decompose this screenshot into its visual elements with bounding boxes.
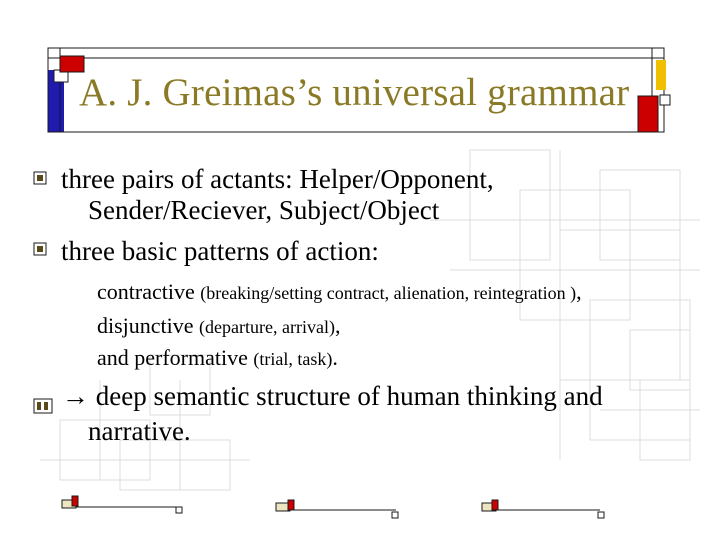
conclusion-line-2: narrative.: [88, 416, 191, 446]
pattern-term: and performative: [97, 345, 248, 370]
pattern-end: ,: [334, 313, 341, 338]
pattern-performative: [97, 345, 338, 371]
arrow-icon: →: [62, 381, 89, 411]
pattern-detail: (trial, task): [253, 349, 333, 369]
bullet-1-line-2: Sender/Reciever, Subject/Object: [88, 195, 440, 225]
bottom-ornament-2: [276, 500, 398, 518]
bullet-square-icon: [33, 242, 47, 256]
bullet-square-icon: [33, 171, 47, 185]
bottom-ornament-1: [62, 496, 182, 513]
bullet-2-line-1: three basic patterns of action:: [61, 236, 379, 266]
pattern-end: .: [332, 345, 338, 370]
pattern-term: disjunctive: [97, 313, 194, 338]
conclusion-text: deep semantic structure of human thinking and: [95, 381, 603, 411]
pattern-detail: (departure, arrival): [199, 317, 335, 337]
pattern-term: contractive: [97, 279, 195, 304]
conclusion-line-1: [62, 381, 603, 412]
pattern-end: ,: [576, 279, 582, 304]
pattern-contractive: [97, 279, 582, 305]
slide-title: A. J. Greimas’s universal grammar: [79, 71, 630, 114]
pattern-disjunctive: [97, 313, 340, 339]
bullet-1-line-1: three pairs of actants: Helper/Opponent,: [61, 164, 494, 194]
pattern-detail: (breaking/setting contract, alienation, reintegration ): [200, 283, 577, 303]
bullet-double-square-icon: [33, 398, 53, 414]
bottom-ornament-3: [482, 500, 604, 518]
